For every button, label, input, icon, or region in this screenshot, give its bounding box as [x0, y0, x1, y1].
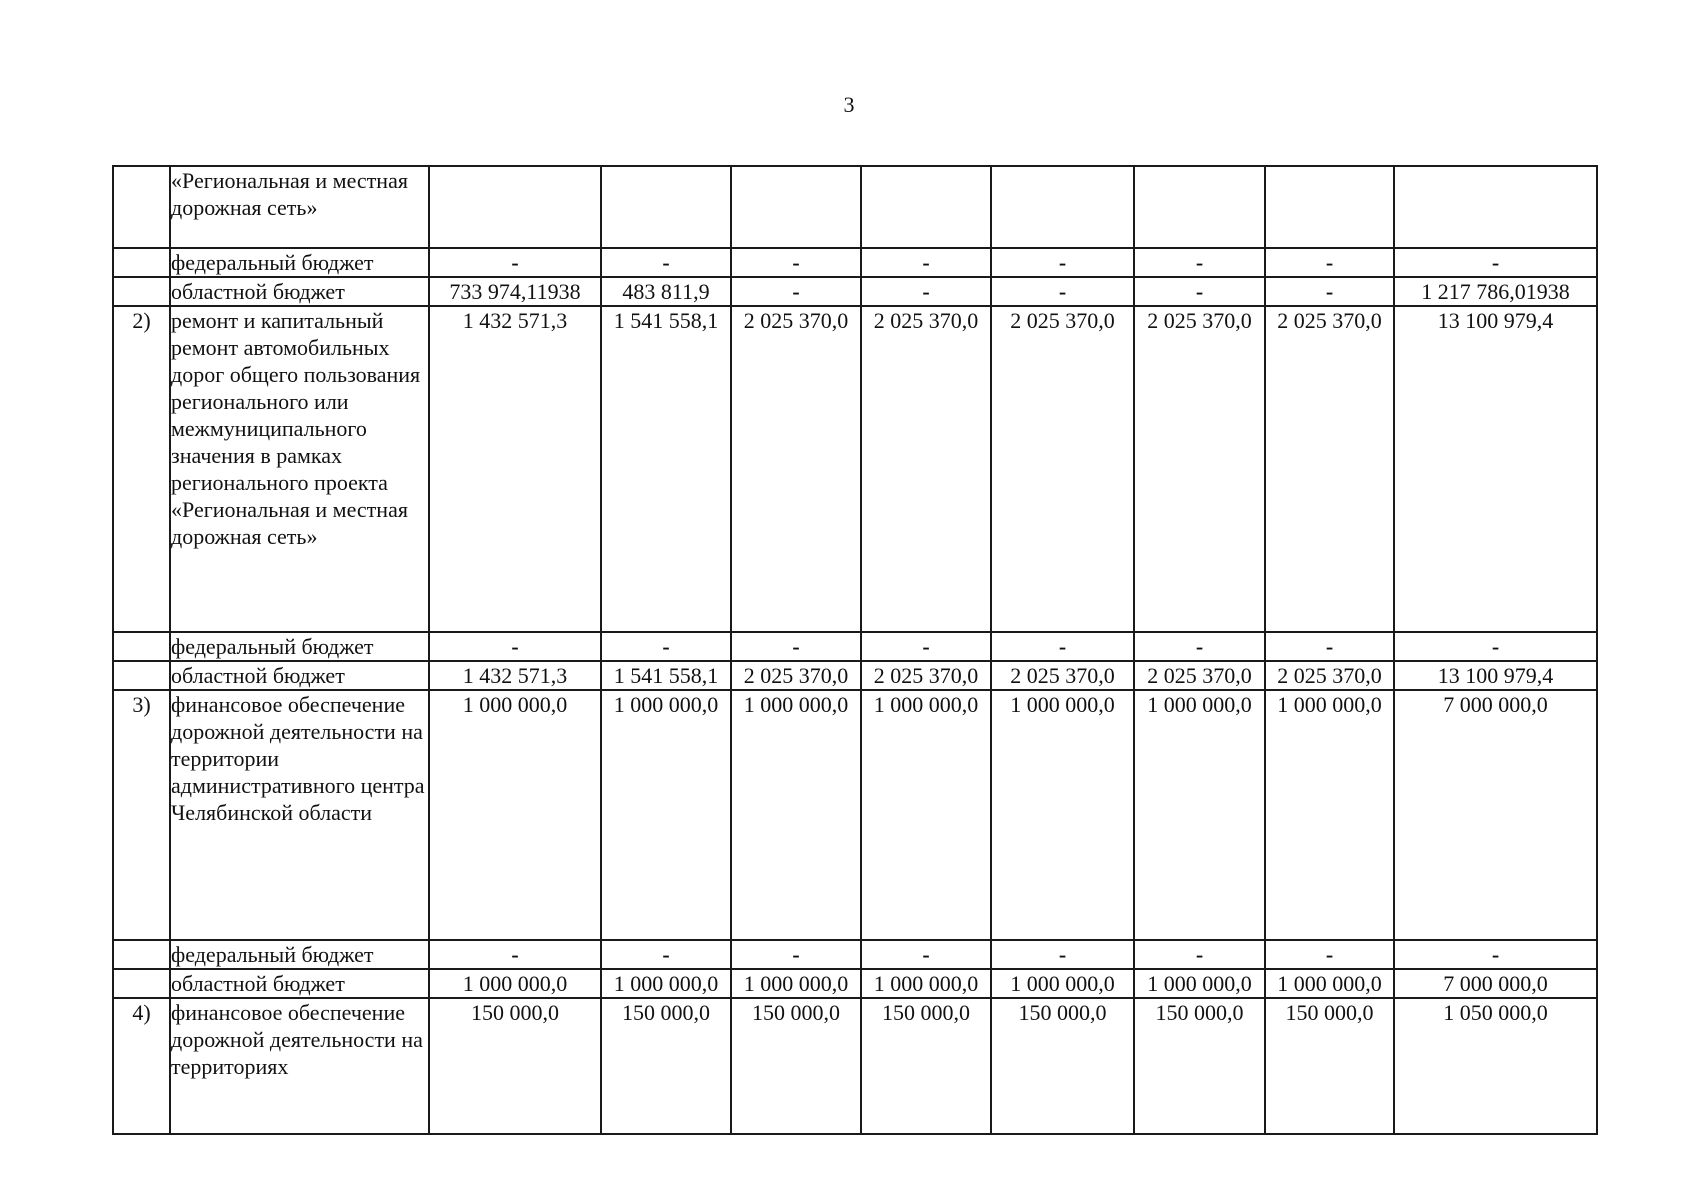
year-value-cell	[861, 166, 991, 248]
year-value-cell: 1 000 000,0	[1134, 969, 1265, 998]
year-value-cell: 1 000 000,0	[861, 690, 991, 940]
budget-source-label: областной бюджет	[170, 277, 429, 306]
year-value-cell: 1 541 558,1	[601, 306, 731, 632]
section-description-cell: финансовое обеспечение дорожной деятельности на территории административного центра Челябинской области	[170, 690, 429, 940]
year-value-cell: 150 000,0	[429, 998, 601, 1134]
year-value-cell: -	[731, 940, 861, 969]
year-value-cell: -	[1265, 248, 1394, 277]
budget-source-row	[113, 248, 1597, 277]
year-value-cell: 1 000 000,0	[1134, 690, 1265, 940]
year-value-cell: 1 432 571,3	[429, 661, 601, 690]
year-value-cell: 2 025 370,0	[1265, 306, 1394, 632]
year-value-cell: 1 541 558,1	[601, 661, 731, 690]
total-value-cell: 1 050 000,0	[1394, 998, 1597, 1134]
year-value-cell: 150 000,0	[991, 998, 1134, 1134]
year-value-cell: -	[861, 277, 991, 306]
row-index-cell	[113, 632, 170, 661]
budget-source-row	[113, 969, 1597, 998]
year-value-cell: 1 000 000,0	[991, 690, 1134, 940]
year-value-cell: -	[731, 632, 861, 661]
year-value-cell: 150 000,0	[861, 998, 991, 1134]
year-value-cell: -	[601, 632, 731, 661]
year-value-cell: 2 025 370,0	[731, 306, 861, 632]
year-value-cell: -	[731, 277, 861, 306]
page-number: 3	[843, 92, 855, 117]
year-value-cell: -	[991, 940, 1134, 969]
year-value-cell: 2 025 370,0	[991, 661, 1134, 690]
year-value-cell: 150 000,0	[1134, 998, 1265, 1134]
total-value-cell	[1394, 166, 1597, 248]
year-value-cell: -	[429, 940, 601, 969]
total-value-cell: 7 000 000,0	[1394, 690, 1597, 940]
year-value-cell	[1265, 166, 1394, 248]
row-index-cell	[113, 969, 170, 998]
row-index-cell: 4)	[113, 998, 170, 1134]
year-value-cell	[991, 166, 1134, 248]
year-value-cell: -	[429, 248, 601, 277]
section-description-cell: «Региональная и местная дорожная сеть»	[170, 166, 429, 248]
section-row	[113, 690, 1597, 940]
year-value-cell: 2 025 370,0	[991, 306, 1134, 632]
table-body	[113, 166, 1597, 1134]
budget-source-label: федеральный бюджет	[170, 248, 429, 277]
section-row	[113, 166, 1597, 248]
year-value-cell: 1 000 000,0	[1265, 690, 1394, 940]
section-row	[113, 998, 1597, 1134]
year-value-cell	[731, 166, 861, 248]
year-value-cell: -	[991, 632, 1134, 661]
budget-source-row	[113, 661, 1597, 690]
year-value-cell: -	[1134, 632, 1265, 661]
year-value-cell: -	[861, 632, 991, 661]
year-value-cell: 150 000,0	[1265, 998, 1394, 1134]
year-value-cell: -	[429, 632, 601, 661]
year-value-cell: 1 000 000,0	[861, 969, 991, 998]
year-value-cell: -	[731, 248, 861, 277]
year-value-cell: 1 000 000,0	[429, 969, 601, 998]
year-value-cell: 1 000 000,0	[731, 969, 861, 998]
budget-source-label: федеральный бюджет	[170, 940, 429, 969]
year-value-cell: -	[1134, 940, 1265, 969]
section-description-cell: ремонт и капитальный ремонт автомобильных дорог общего пользования регионального или межмуниципального значения в рамках регионального проекта «Региональная и местная дорожная сеть»	[170, 306, 429, 632]
year-value-cell: 1 432 571,3	[429, 306, 601, 632]
row-index-cell: 3)	[113, 690, 170, 940]
year-value-cell: 1 000 000,0	[991, 969, 1134, 998]
year-value-cell: -	[861, 248, 991, 277]
year-value-cell: 1 000 000,0	[1265, 969, 1394, 998]
total-value-cell: 13 100 979,4	[1394, 661, 1597, 690]
year-value-cell: -	[1134, 277, 1265, 306]
year-value-cell: -	[1265, 940, 1394, 969]
year-value-cell: 733 974,11938	[429, 277, 601, 306]
year-value-cell	[429, 166, 601, 248]
year-value-cell: -	[601, 940, 731, 969]
year-value-cell: -	[601, 248, 731, 277]
year-value-cell: 150 000,0	[601, 998, 731, 1134]
year-value-cell: 2 025 370,0	[1265, 661, 1394, 690]
year-value-cell: 1 000 000,0	[601, 969, 731, 998]
row-index-cell	[113, 940, 170, 969]
year-value-cell: -	[1265, 632, 1394, 661]
row-index-cell	[113, 661, 170, 690]
year-value-cell	[601, 166, 731, 248]
year-value-cell: 2 025 370,0	[731, 661, 861, 690]
year-value-cell: 1 000 000,0	[429, 690, 601, 940]
section-row	[113, 306, 1597, 632]
year-value-cell: -	[991, 277, 1134, 306]
year-value-cell: 2 025 370,0	[1134, 306, 1265, 632]
year-value-cell	[1134, 166, 1265, 248]
row-index-cell	[113, 166, 170, 248]
total-value-cell: -	[1394, 632, 1597, 661]
total-value-cell: -	[1394, 248, 1597, 277]
year-value-cell: 1 000 000,0	[731, 690, 861, 940]
year-value-cell: -	[861, 940, 991, 969]
budget-source-row	[113, 632, 1597, 661]
year-value-cell: 2 025 370,0	[861, 306, 991, 632]
year-value-cell: 483 811,9	[601, 277, 731, 306]
row-index-cell: 2)	[113, 306, 170, 632]
total-value-cell: 7 000 000,0	[1394, 969, 1597, 998]
budget-source-label: областной бюджет	[170, 661, 429, 690]
year-value-cell: 150 000,0	[731, 998, 861, 1134]
budget-table	[112, 165, 1598, 1135]
row-index-cell	[113, 248, 170, 277]
section-description-cell: финансовое обеспечение дорожной деятельности на территориях	[170, 998, 429, 1134]
budget-source-row	[113, 277, 1597, 306]
budget-source-row	[113, 940, 1597, 969]
budget-source-label: федеральный бюджет	[170, 632, 429, 661]
year-value-cell: 2 025 370,0	[1134, 661, 1265, 690]
total-value-cell: 13 100 979,4	[1394, 306, 1597, 632]
year-value-cell: 2 025 370,0	[861, 661, 991, 690]
year-value-cell: -	[991, 248, 1134, 277]
row-index-cell	[113, 277, 170, 306]
year-value-cell: -	[1265, 277, 1394, 306]
total-value-cell: 1 217 786,01938	[1394, 277, 1597, 306]
year-value-cell: -	[1134, 248, 1265, 277]
year-value-cell: 1 000 000,0	[601, 690, 731, 940]
total-value-cell: -	[1394, 940, 1597, 969]
budget-source-label: областной бюджет	[170, 969, 429, 998]
